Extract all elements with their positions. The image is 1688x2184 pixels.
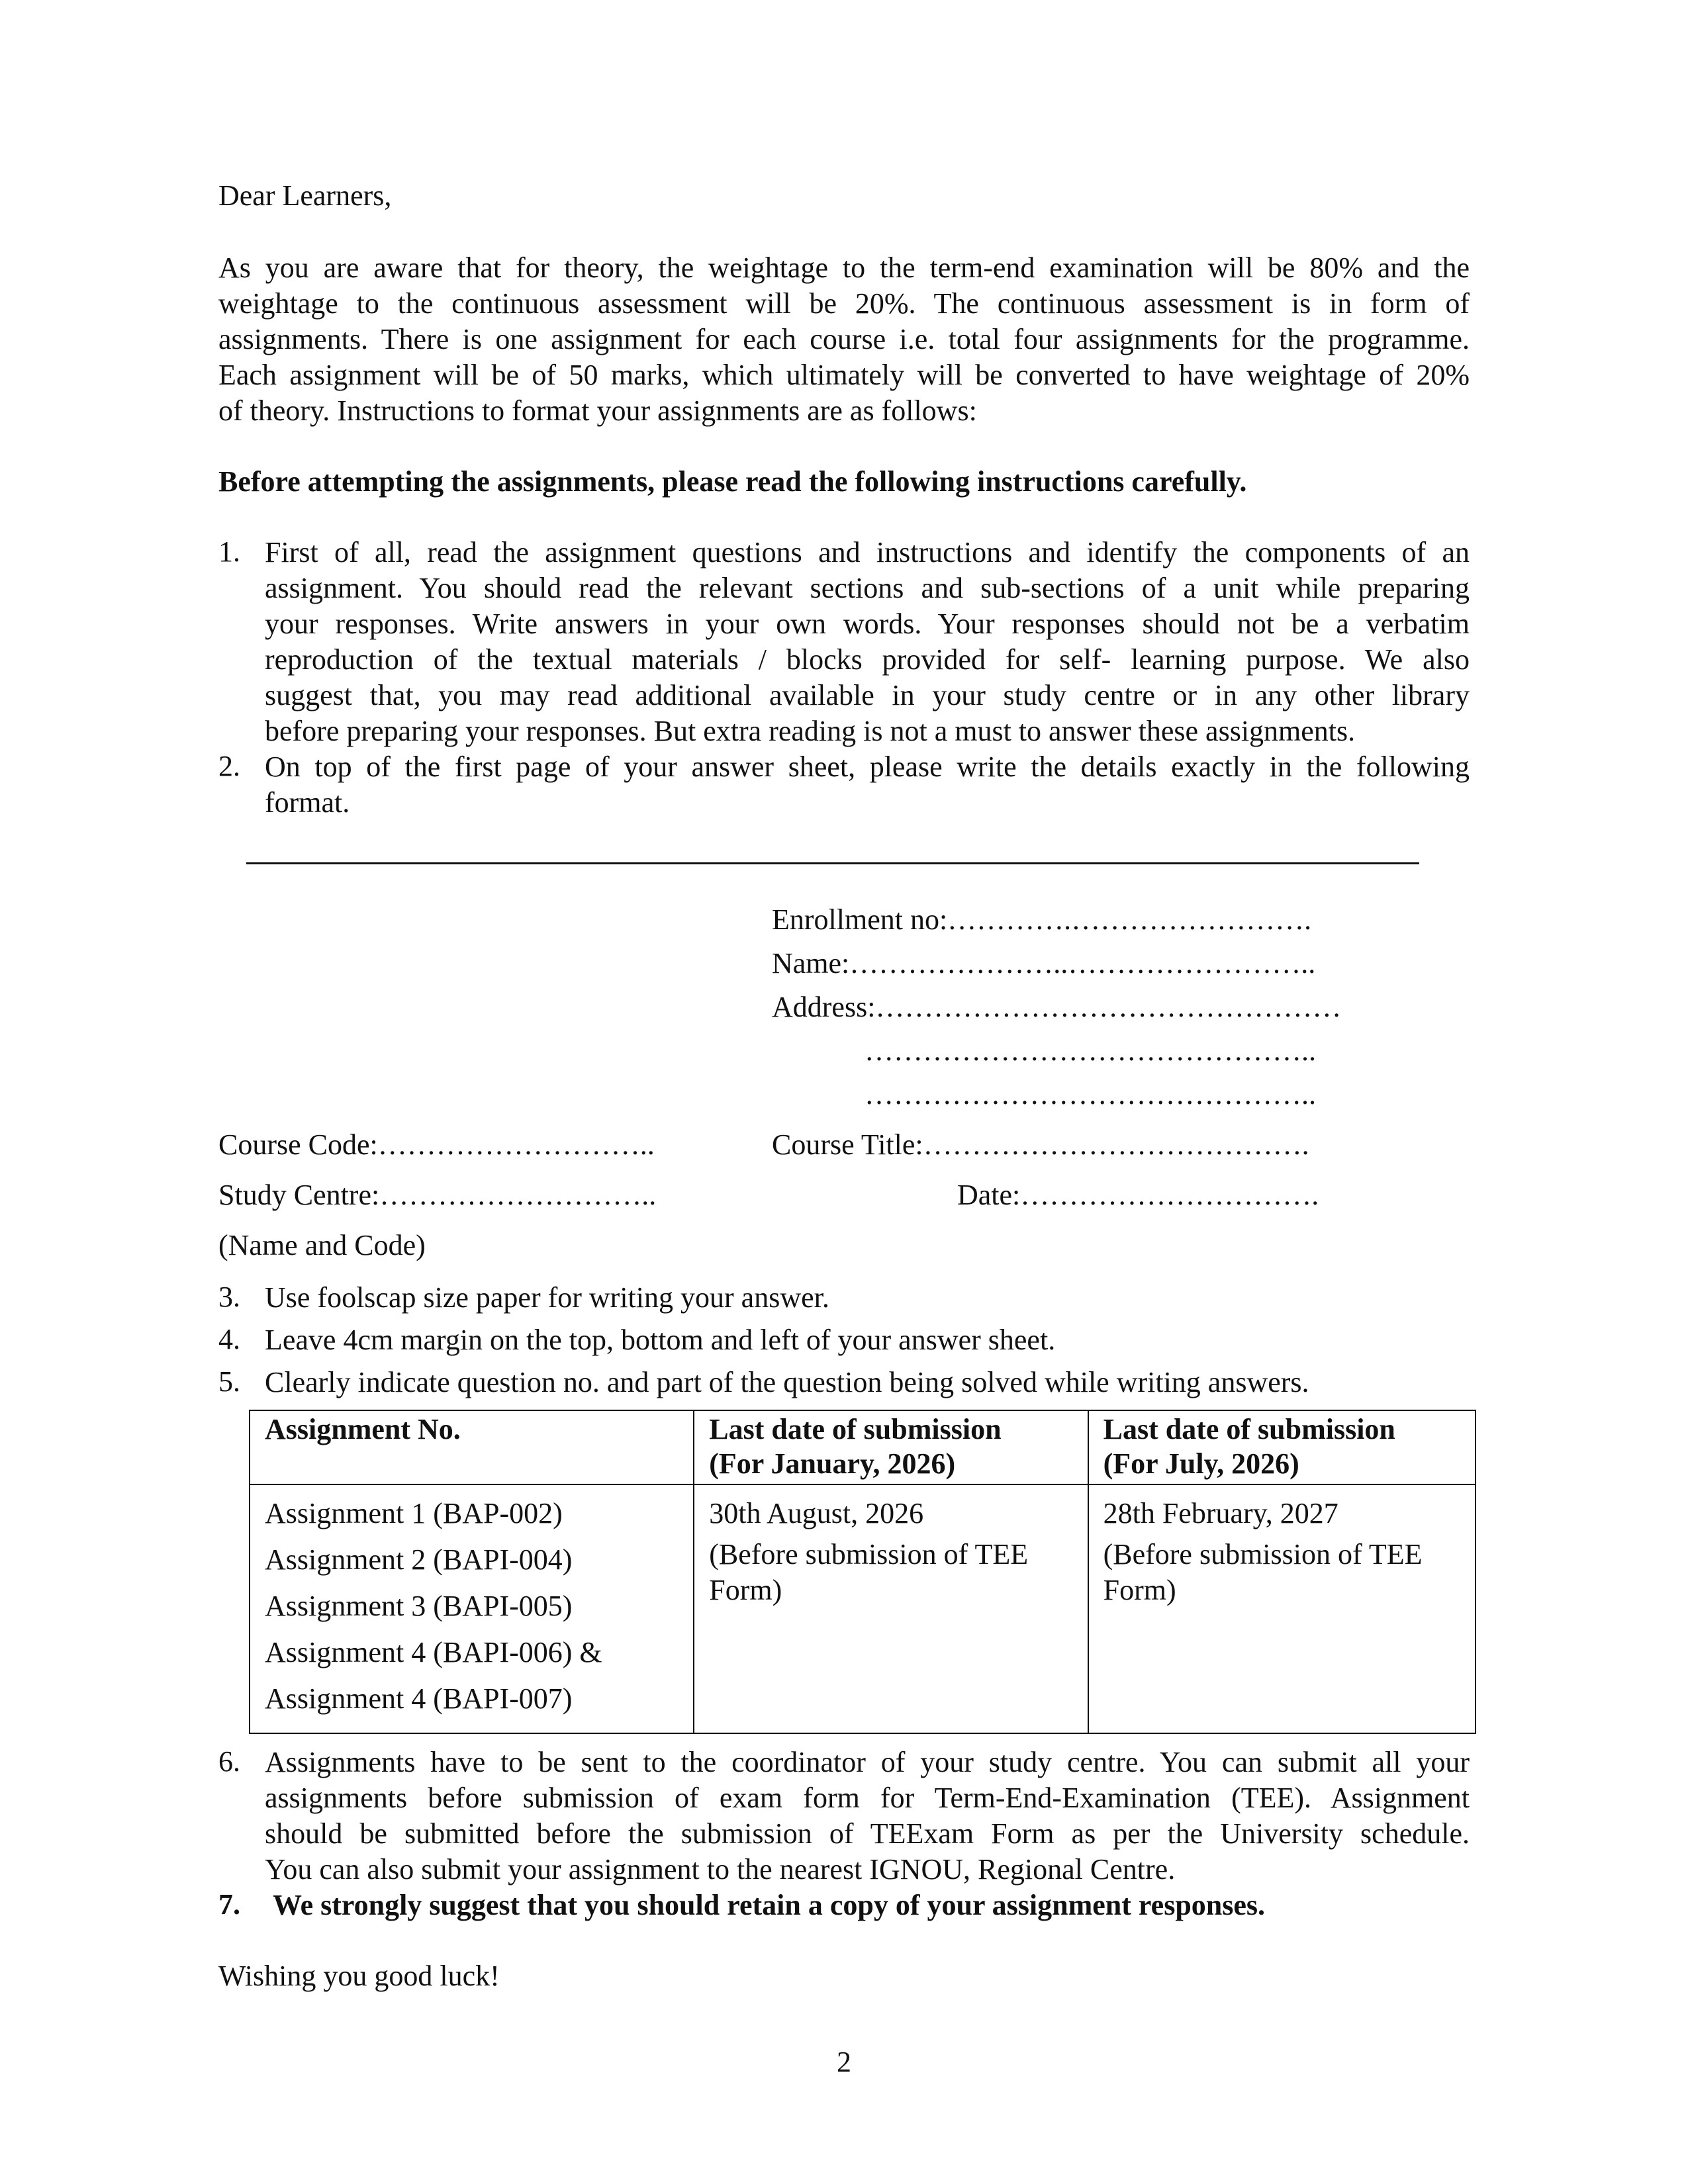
assignment-entry: Assignment 3 (BAPI-005) <box>265 1590 573 1622</box>
january-cell <box>694 1484 1088 1733</box>
greeting: Dear Learners, <box>218 179 392 212</box>
item-line: First of all, read the assignment questions and instructions and identify the components of an <box>265 536 1470 569</box>
item-line: You can also submit your assignment to the nearest IGNOU, Regional Centre. <box>265 1853 1176 1886</box>
item-line: your responses. Write answers in your own words. Your responses should not be a verbatim <box>265 608 1470 640</box>
header-text: Last date of submission <box>709 1413 1002 1445</box>
item-line: format. <box>265 786 350 819</box>
january-date: 30th August, 2026 <box>709 1497 924 1529</box>
item-number: 1. <box>218 535 240 568</box>
header-text: (For July, 2026) <box>1103 1447 1299 1480</box>
course-title-field: Course Title:…………………………………. <box>772 1128 1309 1161</box>
intro-line: As you are aware that for theory, the weightage to the term-end examination will be 80% and the <box>218 251 1470 284</box>
study-centre-field: Study Centre:……………………….. <box>218 1179 657 1211</box>
item-number: 4. <box>218 1323 240 1355</box>
enrollment-field: Enrollment no:………….……………………. <box>772 903 1312 936</box>
intro-line: of theory. Instructions to format your assignments are as follows: <box>218 394 977 427</box>
table-header-row <box>250 1410 1476 1484</box>
header-july <box>1088 1410 1476 1484</box>
item-line: Assignments have to be sent to the coordinator of your study centre. You can submit all your <box>265 1746 1470 1778</box>
item-line: suggest that, you may read additional available in your study centre or in any other library <box>265 679 1470 711</box>
item-line: reproduction of the textual materials / blocks provided for self- learning purpose. We also <box>265 643 1470 676</box>
july-cell <box>1088 1484 1476 1733</box>
header-assignment-no <box>250 1410 694 1484</box>
intro-line: weightage to the continuous assessment will be 20%. The continuous assessment is in form of <box>218 287 1470 320</box>
instruction-item-4: Leave 4cm margin on the top, bottom and left of your answer sheet. <box>265 1324 1056 1356</box>
intro-line: Each assignment will be of 50 marks, which ultimately will be converted to have weightage of 20% <box>218 359 1470 391</box>
item-number: 2. <box>218 750 240 782</box>
intro-line: assignments. There is one assignment for each course i.e. total four assignments for the programme. <box>218 323 1470 355</box>
item-number: 6. <box>218 1745 240 1778</box>
item-line: before preparing your responses. But extra reading is not a must to answer these assignments. <box>265 715 1356 747</box>
item-number: 3. <box>218 1281 240 1313</box>
page-number: 2 <box>837 2046 851 2078</box>
assignment-entry: Assignment 4 (BAPI-006) & <box>265 1636 602 1668</box>
address-field-line: ……………………………………….. <box>865 1078 1316 1111</box>
table-row <box>250 1484 1476 1733</box>
july-note: (Before submission of TEE Form) <box>1103 1538 1423 1606</box>
instruction-item-7: We strongly suggest that you should retain a copy of your assignment responses. <box>273 1889 1266 1921</box>
assignment-entry: Assignment 2 (BAPI-004) <box>265 1543 573 1576</box>
instruction-item-2 <box>265 749 1470 821</box>
item-line: assignments before submission of exam form for Term-End-Examination (TEE). Assignment <box>265 1782 1470 1814</box>
name-and-code-note: (Name and Code) <box>218 1229 426 1261</box>
submission-dates-table <box>249 1410 1476 1734</box>
address-field-line: ……………………………………….. <box>865 1034 1316 1067</box>
item-line: assignment. You should read the relevant sections and sub-sections of a unit while preparing <box>265 572 1470 604</box>
assignment-entry: Assignment 4 (BAPI-007) <box>265 1682 573 1715</box>
instructions-heading: Before attempting the assignments, please read the following instructions carefully. <box>218 465 1247 498</box>
assignments-cell <box>250 1484 694 1733</box>
address-field: Address:………………………………………… <box>772 991 1342 1023</box>
closing-text: Wishing you good luck! <box>218 1960 500 1992</box>
header-text: Assignment No. <box>265 1413 461 1445</box>
instruction-item-3: Use foolscap size paper for writing your answer. <box>265 1281 829 1314</box>
item-line: On top of the first page of your answer sheet, please write the details exactly in the following <box>265 751 1470 783</box>
instruction-item-6 <box>265 1745 1470 1888</box>
assignment-entry: Assignment 1 (BAP-002) <box>265 1497 563 1529</box>
item-number: 7. <box>218 1888 240 1921</box>
intro-paragraph <box>218 250 1470 429</box>
header-january <box>694 1410 1088 1484</box>
july-date: 28th February, 2027 <box>1103 1497 1338 1529</box>
january-note: (Before submission of TEE Form) <box>709 1538 1029 1606</box>
instruction-item-1 <box>265 535 1470 749</box>
header-text: (For January, 2026) <box>709 1447 956 1480</box>
name-field: Name:…………………..…………………….. <box>772 947 1316 979</box>
horizontal-rule <box>246 862 1419 864</box>
instruction-item-5: Clearly indicate question no. and part of the question being solved while writing answers. <box>265 1366 1309 1398</box>
date-field: Date:…………………………. <box>957 1179 1319 1211</box>
item-number: 5. <box>218 1365 240 1398</box>
header-text: Last date of submission <box>1103 1413 1395 1445</box>
item-line: should be submitted before the submission of TEExam Form as per the University schedule. <box>265 1817 1470 1850</box>
course-code-field: Course Code:……………………….. <box>218 1128 655 1161</box>
